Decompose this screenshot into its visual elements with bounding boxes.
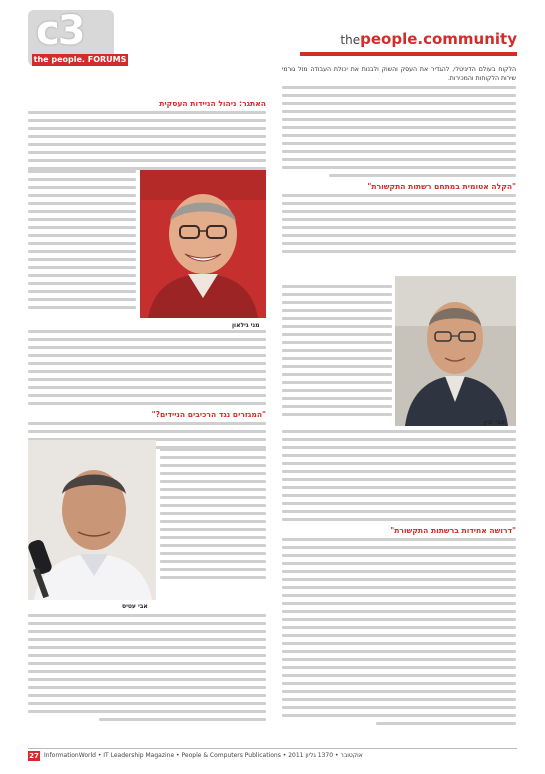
- photo-meni-gilaon: [140, 170, 266, 318]
- right-column: [282, 66, 516, 258]
- page-number: 27: [29, 752, 39, 760]
- left-wrap-text: [28, 170, 136, 314]
- page-footer: [28, 748, 517, 763]
- left-column-mid: [28, 330, 266, 454]
- body-text-block: [282, 430, 516, 521]
- right-wrap-text: [282, 285, 392, 421]
- left-heading-1: האתגר: ניהול הניידות העסקית: [159, 99, 266, 108]
- right-heading-2: "דרושה אחידות ברשתות התקשורת": [390, 526, 516, 535]
- left-column: [28, 96, 266, 175]
- body-text-block: [28, 614, 266, 721]
- footer-text: InformationWorld • IT Leadership Magazine • People & Computers Publications • 2011 אוקטובר • 1370 גליון: [44, 752, 363, 759]
- header-rule: [300, 52, 517, 56]
- logo-subtitle: the people. FORUMS: [33, 55, 127, 64]
- brand-main: people.community: [360, 30, 517, 48]
- photo-avi-atias: [28, 440, 156, 600]
- body-text-block: [282, 194, 516, 253]
- body-text-block: [28, 330, 266, 405]
- caption-avi-yavin: אבי יבין: [484, 419, 506, 426]
- logo-c3-text: c3: [36, 8, 84, 54]
- left-heading-2: "המגזרים נגד הרכיבים הניידים?": [151, 410, 266, 419]
- right-heading-1: "הקלה אטומית במתחם רשתות התקשורת": [367, 182, 516, 192]
- brand-prefix: the: [340, 33, 361, 47]
- left-column-bottom: [28, 614, 266, 726]
- body-text-block: [28, 170, 136, 309]
- body-text-block: [282, 285, 392, 416]
- caption-meni-gilaon: מני גילאון: [232, 322, 260, 329]
- body-text-block: [282, 538, 516, 725]
- caption-avi-atias: אבי עטיס: [122, 603, 148, 610]
- photo-avi-yavin: [395, 276, 516, 426]
- left-wrap-text-lower: [160, 448, 266, 584]
- brand-title: [340, 30, 517, 48]
- right-intro: הלקוח בעולם הדיגיטלי, להגדיר את העסק והשוק ולבנות את יכולת העבודה מול גורמי שירות הלקוחות והמכירות.: [282, 66, 516, 82]
- body-text-block: [160, 448, 266, 579]
- body-text-block: [282, 86, 516, 177]
- right-column-lower: [282, 430, 516, 730]
- body-text-block: [28, 111, 266, 170]
